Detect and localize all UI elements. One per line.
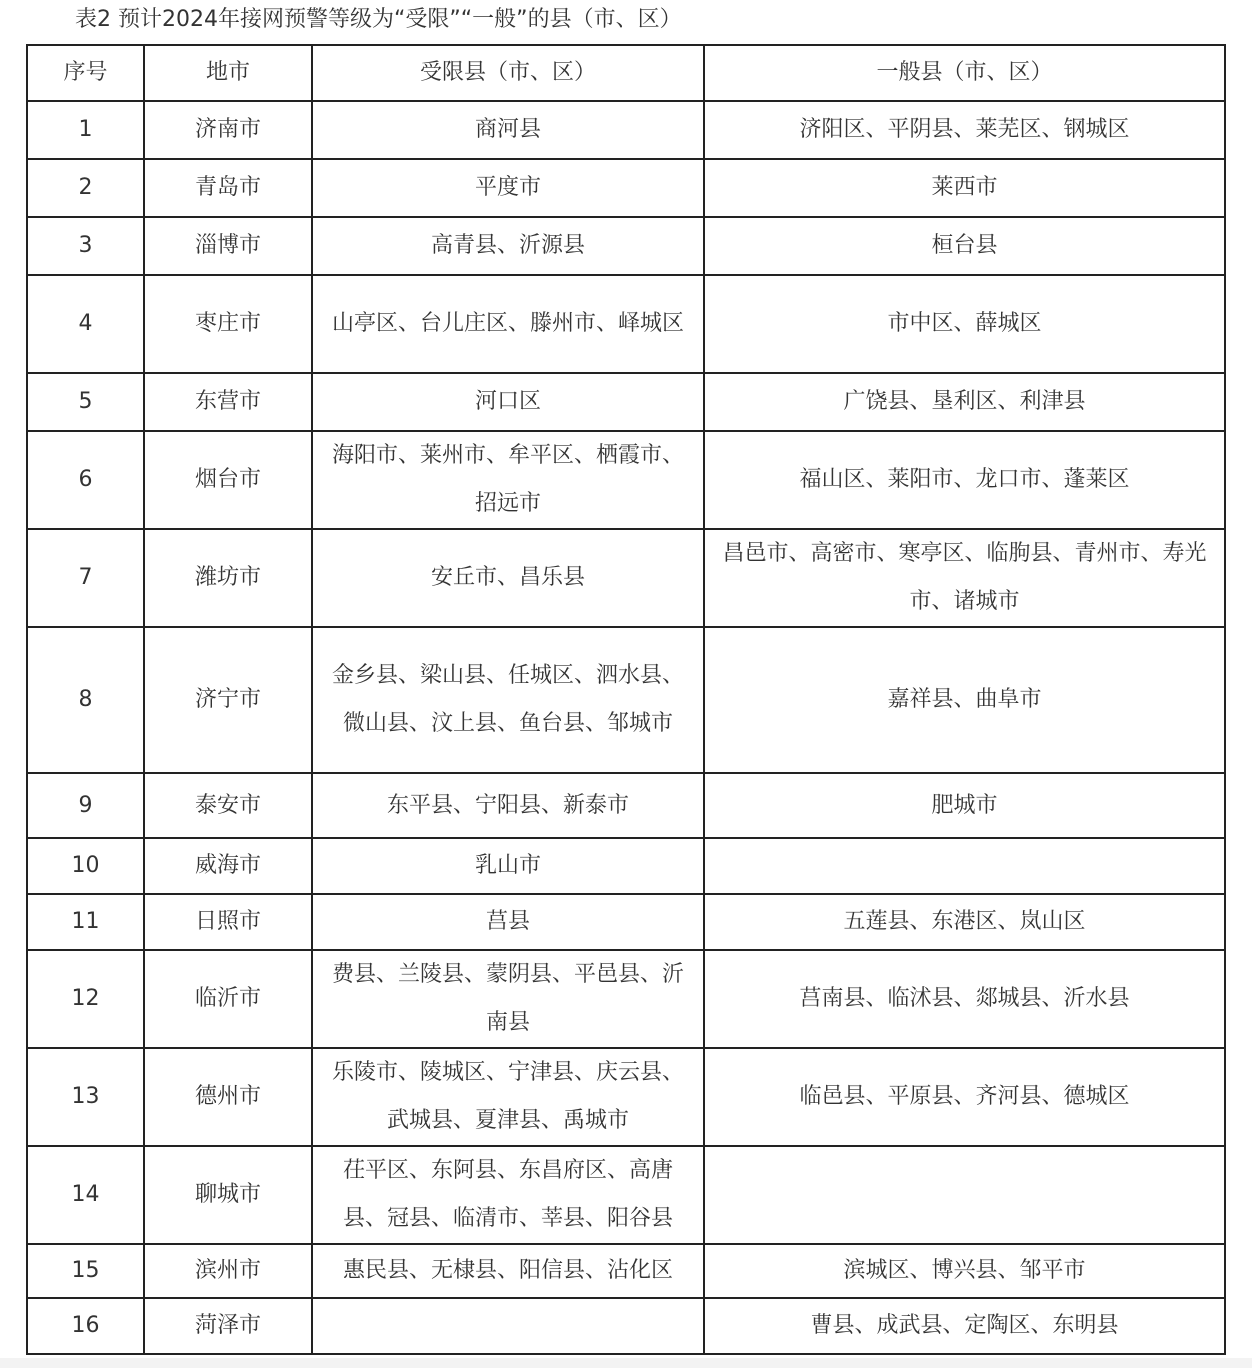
row-restricted: 安丘市、昌乐县 bbox=[312, 529, 704, 627]
header-row bbox=[27, 45, 1225, 101]
row-restricted: 河口区 bbox=[312, 373, 704, 431]
row-restricted: 莒县 bbox=[312, 894, 704, 950]
row-city: 聊城市 bbox=[144, 1146, 312, 1244]
row-general: 五莲县、东港区、岚山区 bbox=[704, 894, 1225, 950]
row-restricted: 惠民县、无棣县、阳信县、沾化区 bbox=[312, 1244, 704, 1298]
row-general: 昌邑市、高密市、寒亭区、临朐县、青州市、寿光市、诸城市 bbox=[704, 529, 1225, 627]
row-general: 市中区、薛城区 bbox=[704, 275, 1225, 373]
row-city: 滨州市 bbox=[144, 1244, 312, 1298]
page-bottom-strip bbox=[0, 1358, 1252, 1368]
row-no: 11 bbox=[27, 894, 144, 950]
row-restricted: 东平县、宁阳县、新泰市 bbox=[312, 773, 704, 838]
table-caption: 表2 预计2024年接网预警等级为“受限”“一般”的县（市、区） bbox=[75, 7, 682, 32]
row-restricted: 海阳市、莱州市、牟平区、栖霞市、招远市 bbox=[312, 431, 704, 529]
row-restricted bbox=[312, 1298, 704, 1354]
header-general: 一般县（市、区） bbox=[704, 45, 1225, 101]
row-general: 莱西市 bbox=[704, 159, 1225, 217]
row-general: 肥城市 bbox=[704, 773, 1225, 838]
row-city: 潍坊市 bbox=[144, 529, 312, 627]
row-restricted: 山亭区、台儿庄区、滕州市、峄城区 bbox=[312, 275, 704, 373]
row-city: 东营市 bbox=[144, 373, 312, 431]
row-general: 桓台县 bbox=[704, 217, 1225, 275]
row-general: 莒南县、临沭县、郯城县、沂水县 bbox=[704, 950, 1225, 1048]
table-row bbox=[27, 275, 1225, 373]
row-city: 青岛市 bbox=[144, 159, 312, 217]
row-general: 临邑县、平原县、齐河县、德城区 bbox=[704, 1048, 1225, 1146]
row-no: 8 bbox=[27, 627, 144, 773]
row-city: 枣庄市 bbox=[144, 275, 312, 373]
table-row bbox=[27, 159, 1225, 217]
table-row bbox=[27, 431, 1225, 529]
row-restricted: 乳山市 bbox=[312, 838, 704, 894]
row-general: 嘉祥县、曲阜市 bbox=[704, 627, 1225, 773]
row-restricted: 商河县 bbox=[312, 101, 704, 159]
row-no: 16 bbox=[27, 1298, 144, 1354]
row-no: 15 bbox=[27, 1244, 144, 1298]
row-no: 6 bbox=[27, 431, 144, 529]
row-city: 临沂市 bbox=[144, 950, 312, 1048]
row-city: 淄博市 bbox=[144, 217, 312, 275]
row-city: 菏泽市 bbox=[144, 1298, 312, 1354]
row-no: 5 bbox=[27, 373, 144, 431]
row-restricted: 乐陵市、陵城区、宁津县、庆云县、武城县、夏津县、禹城市 bbox=[312, 1048, 704, 1146]
row-no: 10 bbox=[27, 838, 144, 894]
row-restricted: 平度市 bbox=[312, 159, 704, 217]
table-row bbox=[27, 529, 1225, 627]
row-no: 14 bbox=[27, 1146, 144, 1244]
row-restricted: 高青县、沂源县 bbox=[312, 217, 704, 275]
row-no: 4 bbox=[27, 275, 144, 373]
table-row bbox=[27, 101, 1225, 159]
row-no: 2 bbox=[27, 159, 144, 217]
table-row bbox=[27, 373, 1225, 431]
row-no: 13 bbox=[27, 1048, 144, 1146]
row-city: 德州市 bbox=[144, 1048, 312, 1146]
row-city: 泰安市 bbox=[144, 773, 312, 838]
row-restricted: 费县、兰陵县、蒙阴县、平邑县、沂南县 bbox=[312, 950, 704, 1048]
row-no: 9 bbox=[27, 773, 144, 838]
header-no: 序号 bbox=[27, 45, 144, 101]
row-general: 滨城区、博兴县、邹平市 bbox=[704, 1244, 1225, 1298]
row-general: 曹县、成武县、定陶区、东明县 bbox=[704, 1298, 1225, 1354]
table-row bbox=[27, 1244, 1225, 1298]
header-restricted: 受限县（市、区） bbox=[312, 45, 704, 101]
row-general: 福山区、莱阳市、龙口市、蓬莱区 bbox=[704, 431, 1225, 529]
row-restricted: 金乡县、梁山县、任城区、泗水县、微山县、汶上县、鱼台县、邹城市 bbox=[312, 627, 704, 773]
row-restricted: 茌平区、东阿县、东昌府区、高唐县、冠县、临清市、莘县、阳谷县 bbox=[312, 1146, 704, 1244]
row-general: 济阳区、平阴县、莱芜区、钢城区 bbox=[704, 101, 1225, 159]
row-general bbox=[704, 1146, 1225, 1244]
table-row bbox=[27, 1048, 1225, 1146]
row-no: 3 bbox=[27, 217, 144, 275]
table-row bbox=[27, 773, 1225, 838]
row-city: 烟台市 bbox=[144, 431, 312, 529]
table-row bbox=[27, 217, 1225, 275]
table-row bbox=[27, 1298, 1225, 1354]
row-no: 12 bbox=[27, 950, 144, 1048]
row-no: 1 bbox=[27, 101, 144, 159]
row-general bbox=[704, 838, 1225, 894]
row-city: 日照市 bbox=[144, 894, 312, 950]
table-row bbox=[27, 894, 1225, 950]
row-city: 济南市 bbox=[144, 101, 312, 159]
row-general: 广饶县、垦利区、利津县 bbox=[704, 373, 1225, 431]
table-row bbox=[27, 838, 1225, 894]
row-no: 7 bbox=[27, 529, 144, 627]
row-city: 济宁市 bbox=[144, 627, 312, 773]
table-row bbox=[27, 627, 1225, 773]
header-city: 地市 bbox=[144, 45, 312, 101]
table-row bbox=[27, 950, 1225, 1048]
county-warning-table bbox=[26, 44, 1226, 1355]
table-row bbox=[27, 1146, 1225, 1244]
row-city: 威海市 bbox=[144, 838, 312, 894]
